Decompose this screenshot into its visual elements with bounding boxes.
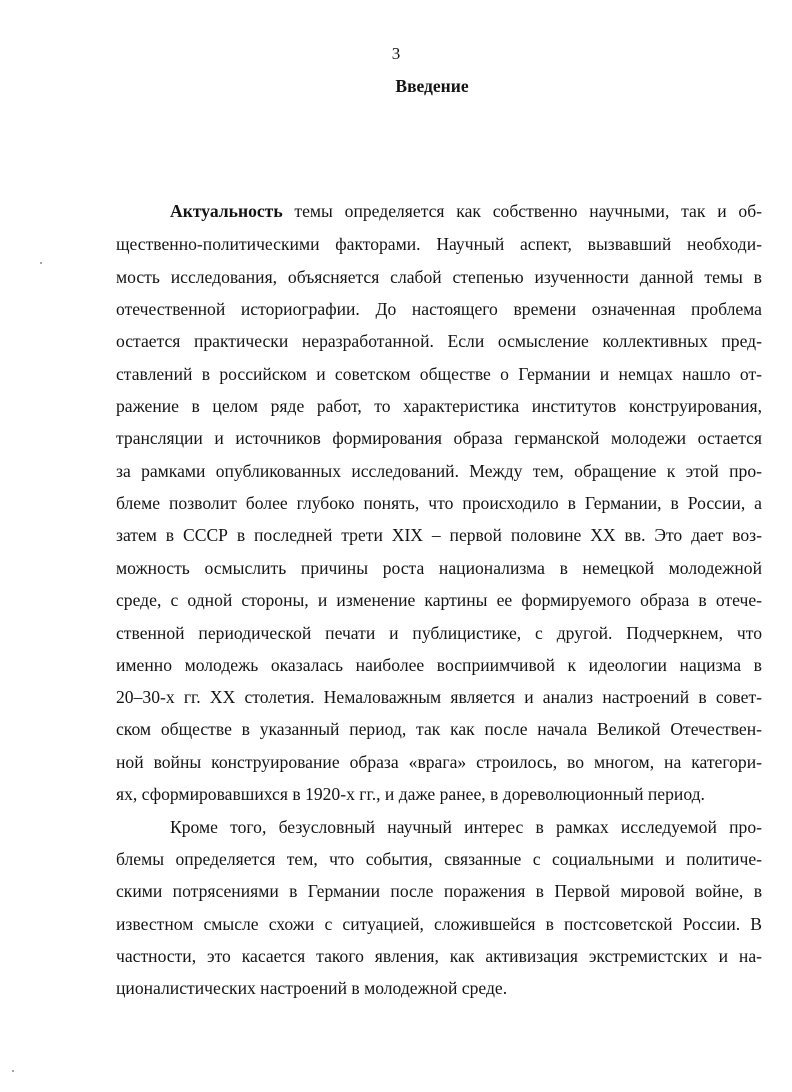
text-line: затем в СССР в последней трети XIX – первой половине XX вв. Это дает воз- [116, 525, 762, 545]
line-text: темы определяется как собственно научными, так и об- [282, 201, 762, 221]
text-line: ях, сформировавшихся в 1920-х гг., и даже ранее, в дореволюционный период. [116, 784, 705, 804]
text-line: мость исследования, объясняется слабой степенью изученности данной темы в [116, 267, 762, 287]
text-line: ной войны конструирование образа «врага» строилось, во многом, на категори- [116, 752, 762, 772]
text-line: за рамками опубликованных исследований. Между тем, обращение к этой про- [116, 461, 762, 481]
text-line: среде, с одной стороны, и изменение картины ее формируемого образа в отече- [116, 590, 762, 610]
text-line [170, 198, 762, 224]
text-line: ражение в целом ряде работ, то характеристика институтов конструирования, [116, 396, 762, 416]
page-title: Введение [395, 76, 469, 96]
text-line: частности, это касается такого явления, как активизация экстремистских и на- [116, 946, 762, 966]
text-line: ционалистических настроений в молодежной среде. [116, 978, 508, 998]
text-line: скими потрясениями в Германии после поражения в Первой мировой войне, в [116, 881, 762, 901]
bold-term: Актуальность [170, 201, 283, 221]
text-line: именно молодежь оказалась наиболее восприимчивой к идеологии нацизма в [116, 655, 762, 675]
text-line: ственной периодической печати и публицистике, с другой. Подчеркнем, что [116, 623, 762, 643]
text-line: трансляции и источников формирования образа германской молодежи остается [116, 428, 762, 448]
text-line: известном смысле схожи с ситуацией, сложившейся в постсоветской России. В [116, 914, 762, 934]
text-line: ском обществе в указанный период, так как после начала Великой Отечествен- [116, 719, 762, 739]
text-line: 20–30-х гг. XX столетия. Немаловажным является и анализ настроений в совет- [116, 687, 762, 707]
page-number: 3 [391, 44, 401, 63]
text-line: ставлений в российском и советском обществе о Германии и немцах нашло от- [116, 364, 762, 384]
text-line: блеме позволит более глубоко понять, что происходило в Германии, в России, а [116, 493, 762, 513]
text-line: остается практически неразработанной. Если осмысление коллективных пред- [116, 331, 762, 351]
text-line: отечественной историографии. До настоящего времени означенная проблема [116, 299, 762, 319]
scan-speck [40, 262, 42, 264]
text-line: Кроме того, безусловный научный интерес в рамках исследуемой про- [170, 817, 762, 837]
text-line: можность осмыслить причины роста национализма в немецкой молодежной [116, 558, 762, 578]
scan-speck [12, 1070, 14, 1072]
text-line: блемы определяется тем, что события, связанные с социальными и политиче- [116, 849, 762, 869]
text-line: щественно-политическими факторами. Научный аспект, вызвавший необходи- [116, 234, 762, 254]
